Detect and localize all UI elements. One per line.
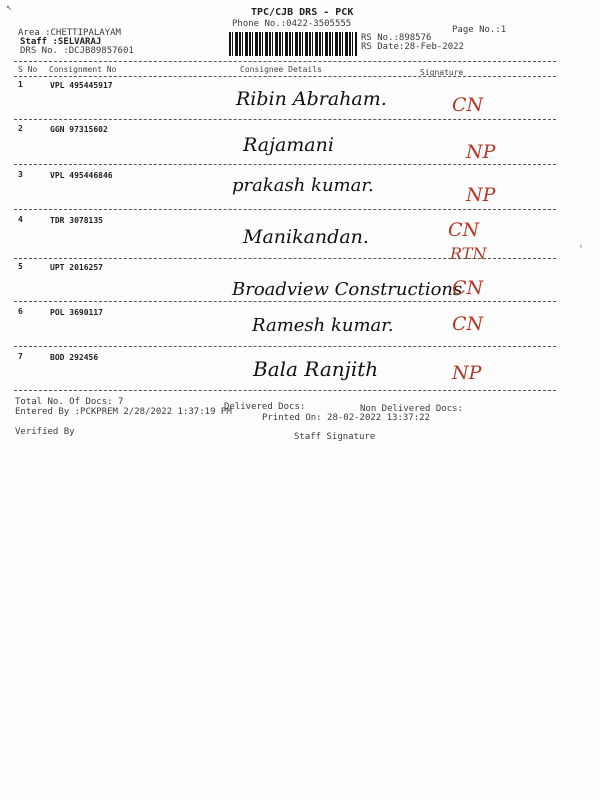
row-consignment-no: VPL 495445917 bbox=[50, 81, 113, 90]
status-mark: CN bbox=[452, 94, 484, 116]
row-sno: 2 bbox=[18, 124, 23, 133]
divider bbox=[14, 346, 556, 347]
consignee-handwriting: Bala Ranjith bbox=[253, 357, 379, 381]
document-title: TPC/CJB DRS - PCK bbox=[251, 7, 354, 18]
verified-by: Verified By bbox=[15, 427, 75, 437]
row-consignment-no: POL 3690117 bbox=[50, 308, 103, 317]
col-header-sno: S No bbox=[18, 65, 38, 74]
non-delivered-docs: Non Delivered Docs: bbox=[360, 404, 463, 414]
status-mark: NP bbox=[466, 141, 496, 163]
row-sno: 6 bbox=[18, 307, 23, 316]
consignee-handwriting: Rajamani bbox=[243, 134, 334, 156]
divider bbox=[14, 61, 556, 62]
consignee-handwriting: prakash kumar. bbox=[232, 175, 374, 196]
divider bbox=[14, 119, 556, 120]
row-consignment-no: VPL 495446846 bbox=[50, 171, 113, 180]
phone-number: Phone No.:0422-3505555 bbox=[232, 19, 352, 29]
rs-date: RS Date:28-Feb-2022 bbox=[361, 42, 464, 52]
row-consignment-no: GGN 97315602 bbox=[50, 125, 108, 134]
consignee-handwriting: Ramesh kumar. bbox=[252, 315, 394, 336]
row-consignment-no: UPT 2016257 bbox=[50, 263, 103, 272]
staff-signature: Staff Signature bbox=[294, 432, 376, 442]
printed-on: Printed On: 28-02-2022 13:37:22 bbox=[262, 413, 430, 423]
divider bbox=[14, 301, 556, 302]
delivered-docs: Delivered Docs: bbox=[224, 402, 306, 412]
status-mark: CN bbox=[452, 313, 484, 335]
total-docs: Total No. Of Docs: 7 bbox=[15, 397, 124, 407]
divider bbox=[14, 76, 556, 77]
row-sno: 1 bbox=[18, 80, 23, 89]
divider bbox=[14, 209, 556, 210]
status-mark: NP bbox=[466, 184, 496, 206]
col-header-consignment: Consignment No bbox=[49, 65, 117, 74]
divider bbox=[14, 164, 556, 165]
entered-by: Entered By :PCKPREM 2/28/2022 1:37:19 PM bbox=[15, 407, 232, 417]
row-consignment-no: TDR 3078135 bbox=[50, 216, 103, 225]
row-sno: 4 bbox=[18, 215, 23, 224]
row-sno: 3 bbox=[18, 170, 23, 179]
status-mark: CN bbox=[452, 277, 484, 299]
row-consignment-no: BOD 292456 bbox=[50, 353, 99, 362]
scan-speck: ↖ bbox=[6, 2, 13, 13]
col-header-signature: Signature bbox=[420, 68, 464, 77]
rs-number: RS No.:898576 bbox=[361, 33, 432, 43]
col-header-consignee: Consignee Details bbox=[240, 65, 322, 74]
staff-label: Staff :SELVARAJ bbox=[20, 37, 102, 47]
status-mark: NP bbox=[452, 362, 482, 384]
row-sno: 5 bbox=[18, 262, 23, 271]
consignee-handwriting: Ribin Abraham. bbox=[236, 88, 387, 110]
scan-speck: ' bbox=[578, 244, 585, 255]
status-mark: CN bbox=[448, 219, 480, 241]
status-mark-secondary: RTN bbox=[450, 244, 487, 263]
drs-number: DRS No. :DCJB89857601 bbox=[20, 46, 134, 56]
page-number: Page No.:1 bbox=[452, 25, 507, 35]
consignee-handwriting: Broadview Constructions bbox=[232, 279, 463, 300]
row-sno: 7 bbox=[18, 352, 23, 361]
divider bbox=[14, 258, 556, 259]
area-label: Area :CHETTIPALAYAM bbox=[18, 28, 121, 38]
consignee-handwriting: Manikandan. bbox=[243, 226, 369, 248]
divider bbox=[14, 390, 556, 391]
barcode bbox=[229, 32, 357, 56]
